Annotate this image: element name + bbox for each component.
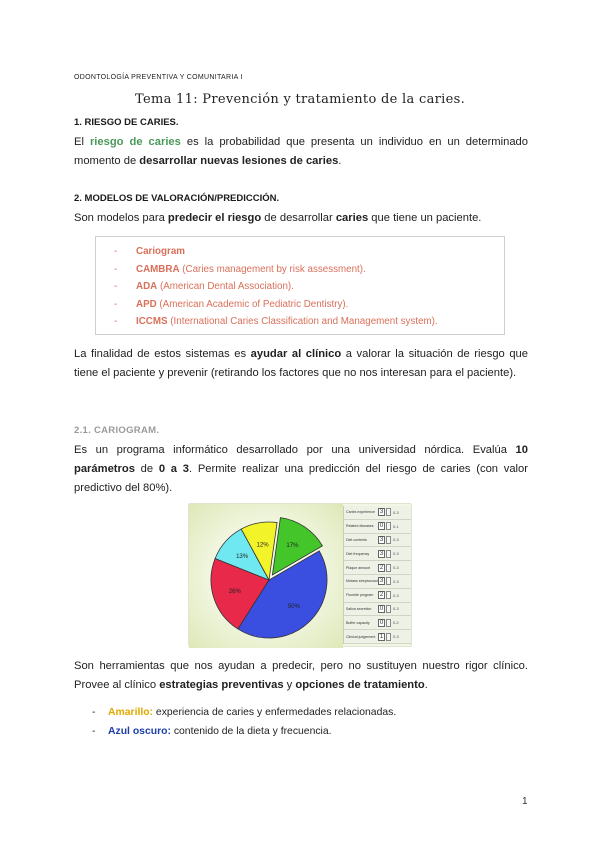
parameter-range: 0-1	[393, 523, 399, 529]
parameter-spinner-icon[interactable]	[386, 605, 391, 613]
parameter-label: Buffer capacity	[346, 620, 370, 625]
tools-paragraph: Son herramientas que nos ayudan a predecir, pero no sustituyen nuestro rigor clínico. Provee al clínico estrategias preventivas y opciones de tratamiento.	[74, 660, 528, 691]
parameter-label: Diet frequency	[346, 551, 370, 556]
cariogram-figure	[188, 503, 412, 647]
page-number: 1	[522, 796, 528, 807]
parameter-row	[344, 547, 411, 561]
parameter-range: 0-3	[393, 606, 399, 612]
parameter-row	[344, 630, 411, 644]
models-box	[95, 236, 505, 335]
page-title: Tema 11: Prevención y tratamiento de la caries.	[134, 92, 466, 107]
parameter-row	[344, 616, 411, 630]
parameter-row	[344, 561, 411, 575]
parameter-value-field[interactable]: 3	[379, 509, 384, 516]
parameter-value-field[interactable]: 1	[379, 633, 384, 640]
parameter-label: Saliva secretion	[346, 606, 372, 611]
parameter-spinner-icon[interactable]	[386, 508, 391, 516]
parameter-row	[344, 506, 411, 520]
pie-chart-area	[189, 504, 343, 648]
color-item-yellow: - Amarillo: experiencia de caries y enfermedades relacionadas.	[92, 707, 397, 718]
parameter-value-field[interactable]: 2	[379, 564, 384, 571]
parameter-value-field[interactable]: 3	[379, 578, 384, 585]
parameter-range: 0-3	[393, 551, 399, 557]
parameter-label: Fluoride program	[346, 593, 374, 598]
pie-slice-label: 17%	[286, 543, 299, 550]
parameter-label: Caries experience	[346, 510, 375, 515]
pie-chart	[189, 504, 343, 648]
pie-slice-label: 26%	[228, 589, 241, 596]
parameter-range: 0-3	[393, 634, 399, 640]
parameter-spinner-icon[interactable]	[386, 633, 391, 641]
parameter-range: 0-3	[393, 537, 399, 543]
course-header: ODONTOLOGÍA PREVENTIVA Y COMUNITARIA I	[74, 74, 243, 81]
section-2-paragraph: Son modelos para predecir el riesgo de desarrollar caries que tiene un paciente.	[74, 212, 482, 224]
parameter-spinner-icon[interactable]	[386, 550, 391, 558]
parameter-row	[344, 589, 411, 603]
cariogram-paragraph: Es un programa informático desarrollado por una universidad nórdica. Evalúa 10 parámetros de 0 a 3. Permite realizar una predicción del riesgo de caries (con valor predictivo del 80%).	[74, 444, 528, 494]
parameter-row	[344, 603, 411, 617]
parameter-spinner-icon[interactable]	[386, 536, 391, 544]
parameter-label: Related diseases	[346, 524, 374, 529]
parameter-value-field[interactable]: 2	[379, 592, 384, 599]
parameter-row	[344, 520, 411, 534]
parameter-range: 0-3	[393, 578, 399, 584]
list-item: - CAMBRA (Caries management by risk assessment).	[114, 263, 366, 275]
parameter-range: 0-3	[393, 565, 399, 571]
parameter-row	[344, 575, 411, 589]
parameters-panel	[343, 506, 411, 644]
section-2-1-heading: 2.1. CARIOGRAM.	[74, 425, 160, 436]
section-1-heading: 1. RIESGO DE CARIES.	[74, 117, 179, 128]
parameter-spinner-icon[interactable]	[386, 591, 391, 599]
term-riesgo-caries: riesgo de caries	[89, 136, 181, 148]
parameter-range: 0-3	[393, 509, 399, 515]
parameter-label: Plaque amount	[346, 565, 371, 570]
parameter-value-field[interactable]: 0	[379, 523, 384, 530]
section-2-heading: 2. MODELOS DE VALORACIÓN/PREDICCIÓN.	[74, 193, 280, 204]
parameter-label: Clinical judgement	[346, 634, 376, 639]
list-item: - APD (American Academic of Pediatric Dentistry).	[114, 298, 349, 310]
parameter-range: 0-2	[393, 620, 399, 626]
color-item-navy: - Azul oscuro: contenido de la dieta y frecuencia.	[92, 726, 332, 737]
parameter-label: Diet contents	[346, 537, 367, 542]
parameter-spinner-icon[interactable]	[386, 619, 391, 627]
list-item: - Cariogram	[114, 246, 185, 257]
list-item: - ICCMS (International Caries Classification and Management system).	[114, 316, 438, 327]
parameter-spinner-icon[interactable]	[386, 522, 391, 530]
parameter-value-field[interactable]: 3	[379, 536, 384, 543]
section-1-paragraph: El riesgo de caries es la probabilidad que presenta un individuo en un determinado momento de desarrollar nuevas lesiones de caries.	[74, 136, 529, 167]
parameter-spinner-icon[interactable]	[386, 564, 391, 572]
parameter-value-field[interactable]: 3	[379, 550, 384, 557]
parameter-range: 0-3	[393, 592, 399, 598]
parameter-row	[344, 534, 411, 548]
parameter-value-field[interactable]: 0	[379, 619, 384, 626]
parameter-value-field[interactable]: 0	[379, 605, 384, 612]
finality-paragraph: La finalidad de estos sistemas es ayudar al clínico a valorar la situación de riesgo que tiene el paciente y prevenir (retirando los factores que no nos interesan para el paciente).	[74, 348, 528, 379]
list-item: - ADA (American Dental Association).	[114, 281, 294, 292]
parameter-spinner-icon[interactable]	[386, 577, 391, 585]
pie-slice-label: 13%	[236, 554, 249, 561]
pie-slice-label: 12%	[256, 542, 269, 549]
parameter-label: Mutans streptococci	[346, 579, 378, 584]
models-list	[96, 237, 504, 331]
pie-slice-label: 50%	[287, 603, 300, 610]
